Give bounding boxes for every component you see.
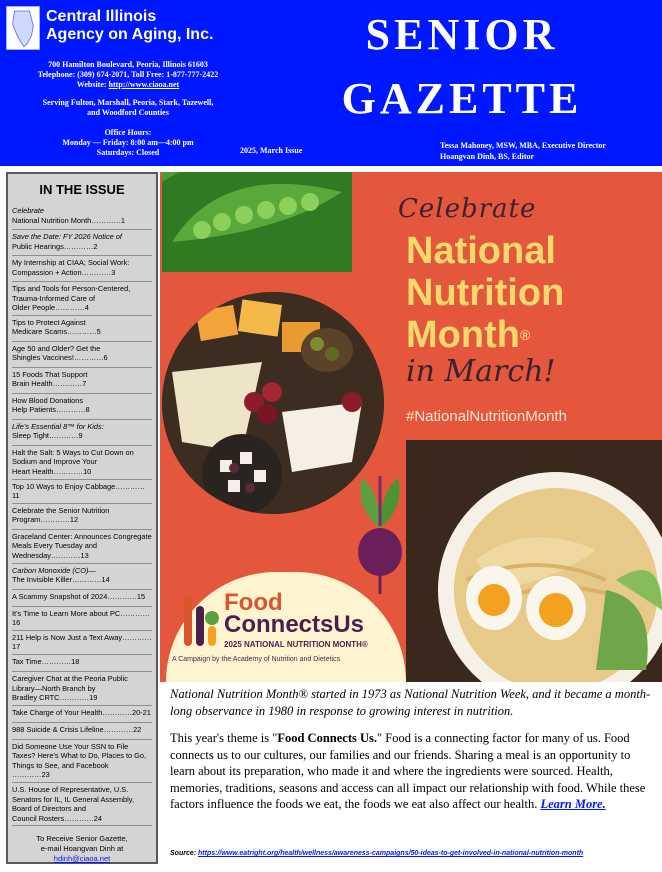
toc-dot-leader: …………: [12, 770, 42, 780]
toc-item-label: Compassion + Action: [12, 267, 82, 277]
website-link[interactable]: http://www.ciaoa.net: [108, 80, 180, 89]
toc-item-title: [12, 592, 152, 602]
nutrition-month-banner: [160, 172, 662, 682]
website-line: [6, 80, 250, 90]
nnm-line2: Nutrition: [406, 272, 565, 314]
toc-dot-leader: …………: [115, 481, 145, 491]
toc-item[interactable]: [12, 342, 152, 368]
title-line1: SENIOR: [365, 10, 559, 59]
toc-item-label: Public Hearings: [12, 241, 64, 251]
toc-item-heading: Save the Date: FY 2026 Notice of: [12, 232, 122, 241]
toc-item-label: Medicare Scams: [12, 327, 68, 337]
issue-date: 2025, March Issue: [240, 146, 303, 155]
org-name-line2: Agency on Aging, Inc.: [46, 26, 214, 43]
toc-item-heading: Celebrate the Senior Nutrition: [12, 505, 110, 515]
toc-item-heading: My Internship at CIAA; Social Work:: [12, 258, 130, 267]
toc-item-label: Help Patients: [12, 405, 56, 415]
toc-item-label: Wednesday: [12, 550, 51, 560]
toc-dot-leader: …………: [103, 724, 134, 734]
toc-dot-leader: …………: [120, 608, 150, 618]
learn-more-link[interactable]: Learn More.: [540, 797, 606, 811]
toc-page-number: 2: [93, 241, 98, 251]
hours-weekday: Monday — Friday: 8:00 am—4:00 pm: [62, 138, 194, 147]
toc-item[interactable]: [12, 590, 152, 607]
toc-item[interactable]: [12, 504, 152, 530]
toc-item[interactable]: [12, 368, 152, 394]
toc-item-heading: Did Someone Use Your SSN to File Taxes? Here's What to Do, Places to Go, Things to See, and Facebook: [12, 741, 147, 770]
toc-item-title: [12, 657, 152, 667]
toc-item-heading: 15 Foods That Support: [12, 369, 88, 379]
toc-title: IN THE ISSUE: [39, 182, 125, 197]
toc-item-title: [12, 431, 152, 441]
toc-item-heading: Halt the Salt: 5 Ways to Cut Down on Sodium and Improve Your: [12, 447, 134, 467]
toc-dot-leader: …………: [122, 632, 152, 642]
toc-list: [8, 204, 156, 826]
toc-item[interactable]: [12, 607, 152, 631]
toc-page-number: 13: [80, 550, 89, 560]
toc-item[interactable]: [12, 783, 152, 826]
toc-page-number: 3: [111, 267, 116, 277]
toc-item-label: Sleep Tight: [12, 431, 49, 441]
hours-title: Office Hours:: [104, 128, 152, 137]
hours-saturday: Saturdays: Closed: [96, 148, 160, 157]
toc-page-number: 7: [82, 379, 87, 389]
toc-page-number: 20-21: [131, 707, 151, 717]
toc-item-label: Heart Health: [12, 466, 54, 476]
toc-item-title: [12, 770, 152, 780]
toc-item-label: Tax Time: [12, 656, 42, 666]
toc-item-label: 988 Suicide & Crisis Lifeline: [12, 724, 104, 734]
toc-dot-leader: …………: [55, 303, 85, 313]
toc-item-label: The Invisible Killer: [12, 575, 72, 585]
toc-item-heading: Tips to Protect Against: [12, 317, 86, 327]
toc-dot-leader: …………: [55, 405, 86, 415]
toc-item-title: [12, 216, 152, 226]
toc-item-heading: Graceland Center: Announces Congregate Meals Every Tuesday and: [12, 531, 152, 551]
illinois-logo: [6, 6, 40, 50]
toc-page-number: 6: [103, 353, 108, 363]
toc-page-number: 11: [12, 491, 20, 501]
toc-dot-leader: …………: [91, 215, 121, 225]
staff-credits: [440, 140, 606, 162]
toc-item-title: [12, 242, 152, 252]
subscribe-email-link[interactable]: hdinh@ciaoa.net: [53, 854, 111, 864]
staff-editor: Hoangvan Dinh, BS, Editor: [440, 152, 535, 161]
toc-item[interactable]: [12, 723, 152, 740]
toc-page-number: 12: [69, 515, 79, 525]
toc-item-heading: Carbon Monoxide (CO)—: [12, 565, 96, 575]
toc-dot-leader: …………: [107, 591, 137, 601]
source-label: Source:: [170, 850, 199, 857]
toc-item-heading: U.S. House of Representative, U.S. Senators for IL, IL General Assembly, Board of Directors and: [12, 785, 135, 814]
toc-item[interactable]: [12, 672, 152, 706]
toc-dot-leader: …………: [50, 550, 81, 560]
toc-item[interactable]: [12, 706, 152, 723]
theme-body: " Food is a connecting factor for many of us. Food connects us to our cultures, our families and our friends. Sharing a meal is an opportunity to learn about its preparation, who made it and where the ingredients were sourced. Health, memories, traditions, seasons and access can all impact our relationship with food. While these factors influence the foods we eat, the foods we eat also affect our health.: [170, 731, 646, 811]
toc-item-label: Top 10 Ways to Enjoy Cabbage: [12, 481, 116, 491]
toc-item-title: [12, 482, 152, 501]
toc-item-heading: Caregiver Chat at the Peoria Public Library—North Branch by: [12, 673, 128, 693]
toc-page-number: 17: [12, 642, 21, 652]
toc-item-title: [12, 725, 152, 735]
toc-item-label: Council Rosters: [12, 813, 65, 823]
org-name: [46, 8, 246, 44]
address: 700 Hamilton Boulevard, Peoria, Illinois 61603: [48, 60, 208, 69]
toc-item-title: [12, 551, 152, 561]
toc-dot-leader: …………: [64, 813, 94, 823]
toc-item-label: It's Time to Learn More about PC: [12, 608, 121, 618]
article-intro: National Nutrition Month® started in 1973 as National Nutrition Week, and it became a month-long observance in 1980 in response to growing interest in nutrition.: [170, 687, 651, 718]
toc-item[interactable]: [12, 631, 152, 655]
toc-item-heading: How Blood Donations: [12, 395, 84, 405]
toc-item-label: Take Charge of Your Health: [12, 707, 103, 717]
source-link[interactable]: https://www.eatright.org/health/wellness/awareness-campaigns/50-ideas-to-get-involved-in-national-nutrition-month: [198, 850, 584, 857]
produce-icon: [180, 592, 220, 652]
toc-dot-leader: …………: [63, 241, 94, 251]
toc-page-number: 16: [12, 618, 21, 628]
theme-name: Food Connects Us.: [277, 731, 378, 745]
toc-item[interactable]: [12, 394, 152, 420]
toc-item-label: Shingles Vaccines!: [12, 353, 74, 363]
toc-item[interactable]: [12, 316, 152, 342]
table-of-contents: [6, 172, 158, 864]
title-line2: GAZETTE: [341, 74, 583, 123]
food-connects-caption: A Campaign by the Academy of Nutrition and Dietetics: [172, 656, 341, 663]
toc-item-label: Brain Health: [12, 379, 53, 389]
toc-item-heading: Celebrate: [12, 206, 45, 215]
toc-item-title: [12, 814, 152, 824]
toc-item-label: National Nutrition Month: [12, 215, 92, 225]
nnm-month: Month: [406, 314, 520, 356]
food-connects-title-2: ConnectsUs: [224, 611, 365, 638]
toc-item-heading: Tips and Tools for Person-Centered, Trauma-Informed Care of: [12, 284, 131, 303]
toc-item-title: [12, 327, 152, 337]
toc-page-number: 10: [83, 466, 92, 476]
toc-dot-leader: …………: [73, 353, 104, 363]
noodle-bowl-image: [406, 440, 662, 682]
toc-item[interactable]: [12, 256, 152, 282]
toc-page-number: 15: [136, 591, 146, 601]
serving-line1: Serving Fulton, Marshall, Peoria, Stark, Tazewell,: [42, 98, 214, 107]
nnm-line3: [406, 314, 656, 356]
toc-dot-leader: …………: [81, 267, 112, 277]
toc-page-number: 8: [85, 405, 90, 415]
toc-item-title: [12, 515, 152, 525]
serving-line2: and Woodford Counties: [87, 108, 169, 117]
toc-item-title: [12, 693, 152, 703]
toc-item[interactable]: [12, 446, 152, 480]
in-march-text: in March!: [406, 354, 556, 389]
toc-page-number: 9: [78, 431, 83, 441]
toc-item[interactable]: [12, 282, 152, 316]
masthead: [0, 0, 662, 166]
peas-image: [162, 172, 352, 272]
newsletter-title: [262, 10, 662, 124]
toc-item[interactable]: [12, 420, 152, 446]
toc-item[interactable]: [12, 230, 152, 256]
toc-item-title: [12, 268, 152, 278]
toc-item[interactable]: [12, 204, 152, 230]
toc-page-number: 18: [71, 656, 80, 666]
toc-item-heading: Life's Essential 8™ for Kids:: [12, 421, 104, 431]
source-citation: [170, 850, 660, 857]
toc-item-title: [12, 633, 152, 652]
toc-dot-leader: …………: [71, 575, 102, 585]
food-connects-subtitle: 2025 NATIONAL NUTRITION MONTH®: [224, 640, 368, 649]
toc-item-title: [12, 303, 152, 313]
beet-icon: [350, 468, 410, 598]
toc-item-heading: Age 50 and Older? Get the: [12, 343, 101, 353]
toc-dot-leader: …………: [40, 515, 70, 525]
toc-item-title: [12, 708, 152, 718]
subscribe-line2: e-mail Hoangvan Dinh at: [40, 844, 124, 854]
toc-item-label: Program: [12, 515, 41, 525]
toc-page-number: 19: [89, 693, 98, 703]
theme-pre: This year's theme is ": [170, 731, 278, 745]
toc-page-number: 24: [93, 813, 102, 823]
toc-page-number: 5: [96, 327, 101, 337]
toc-page-number: 14: [101, 575, 110, 585]
toc-dot-leader: …………: [52, 379, 83, 389]
subscribe-line1: To Receive Senior Gazette,: [36, 834, 128, 844]
toc-item-title: [12, 575, 152, 585]
toc-item[interactable]: [12, 655, 152, 672]
food-connects-title-1: Food: [224, 589, 283, 616]
toc-item-title: [12, 353, 152, 363]
toc-page-number: 4: [84, 303, 89, 313]
toc-item[interactable]: [12, 530, 152, 564]
toc-item-label: Bradley CRTC: [12, 693, 60, 703]
registered-mark: ®: [519, 327, 531, 343]
toc-dot-leader: …………: [53, 466, 84, 476]
website-label: Website:: [76, 80, 107, 89]
subscribe-note: [8, 826, 156, 864]
toc-dot-leader: …………: [48, 431, 79, 441]
toc-dot-leader: …………: [102, 707, 132, 717]
org-name-line1: Central Illinois: [46, 8, 157, 25]
article-paragraph: [170, 730, 658, 813]
toc-dot-leader: …………: [59, 693, 90, 703]
phone: Telephone: (309) 674-2071, Toll Free: 1-877-777-2422: [37, 70, 219, 79]
toc-item-label: Older People: [12, 303, 56, 313]
toc-item[interactable]: [12, 740, 152, 783]
toc-item-title: [12, 379, 152, 389]
toc-dot-leader: …………: [67, 327, 97, 337]
toc-item-label: 211 Help is Now Just a Text Away: [12, 632, 123, 642]
celebrate-text: Celebrate: [398, 194, 537, 224]
toc-item[interactable]: [12, 564, 152, 590]
toc-item-label: A Scammy Snapshot of 2024: [12, 591, 108, 601]
toc-item-title: [12, 405, 152, 415]
toc-item[interactable]: [12, 480, 152, 504]
hashtag-text: #NationalNutritionMonth: [406, 408, 567, 425]
toc-item-title: [12, 609, 152, 628]
nnm-line1: National: [406, 230, 556, 272]
article-body: [170, 686, 658, 813]
toc-dot-leader: …………: [41, 656, 72, 666]
staff-director: Tessa Mahoney, MSW, MBA, Executive Director: [440, 141, 606, 150]
toc-item-title: [12, 467, 152, 477]
toc-page-number: 1: [120, 215, 125, 225]
toc-page-number: 23: [41, 770, 50, 780]
toc-page-number: 22: [133, 724, 142, 734]
nnm-heading: [406, 230, 656, 356]
